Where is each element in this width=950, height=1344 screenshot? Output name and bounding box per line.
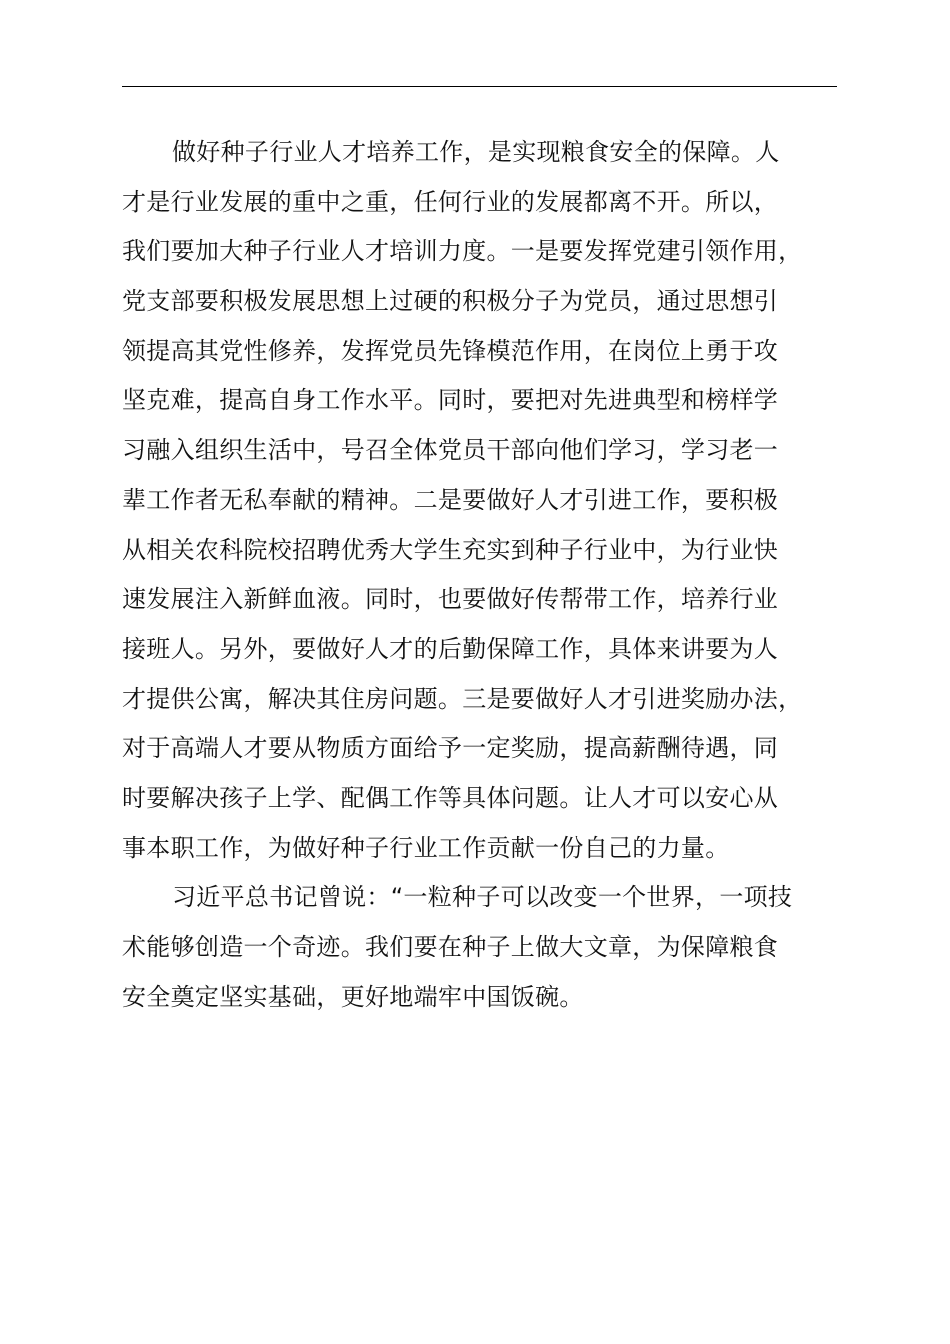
paragraph-line: 坚克难，提高自身工作水平。同时，要把对先进典型和榜样学: [122, 386, 779, 415]
paragraph-2: [122, 873, 852, 1022]
paragraph-line: 才提供公寓，解决其住房问题。三是要做好人才引进奖励办法，: [122, 684, 803, 713]
paragraph-line: 时要解决孩子上学、配偶工作等具体问题。让人才可以安心从: [122, 783, 779, 812]
paragraph-line: 事本职工作，为做好种子行业工作贡献一份自己的力量。: [122, 833, 730, 862]
paragraph-line: 领提高其党性修养，发挥党员先锋模范作用，在岗位上勇于攻: [122, 336, 779, 365]
paragraph-line: 安全奠定坚实基础，更好地端牢中国饭碗。: [122, 982, 584, 1011]
paragraph-1: [122, 128, 852, 873]
paragraph-line: 速发展注入新鲜血液。同时，也要做好传帮带工作，培养行业: [122, 585, 779, 614]
paragraph-line: 党支部要积极发展思想上过硬的积极分子为党员，通过思想引: [122, 287, 779, 316]
paragraph-line: 才是行业发展的重中之重，任何行业的发展都离不开。所以，: [122, 187, 779, 216]
document-body: [122, 128, 852, 1022]
paragraph-line: 从相关农科院校招聘优秀大学生充实到种子行业中，为行业快: [122, 535, 779, 564]
paragraph-line: 我们要加大种子行业人才培训力度。一是要发挥党建引领作用，: [122, 237, 803, 266]
paragraph-line: 做好种子行业人才培养工作，是实现粮食安全的保障。人: [172, 138, 780, 166]
paragraph-line: 接班人。另外，要做好人才的后勤保障工作，具体来讲要为人: [122, 634, 779, 663]
paragraph-line: 对于高端人才要从物质方面给予一定奖励，提高薪酬待遇，同: [122, 734, 779, 763]
paragraph-line: 术能够创造一个奇迹。我们要在种子上做大文章，为保障粮食: [122, 933, 779, 961]
paragraph-line: 习近平总书记曾说：“一粒种子可以改变一个世界，一项技: [172, 883, 793, 912]
paragraph-line: 习融入组织生活中，号召全体党员干部向他们学习，学习老一: [122, 436, 779, 465]
header-rule: [122, 86, 837, 87]
paragraph-line: 辈工作者无私奉献的精神。二是要做好人才引进工作，要积极: [122, 485, 779, 514]
